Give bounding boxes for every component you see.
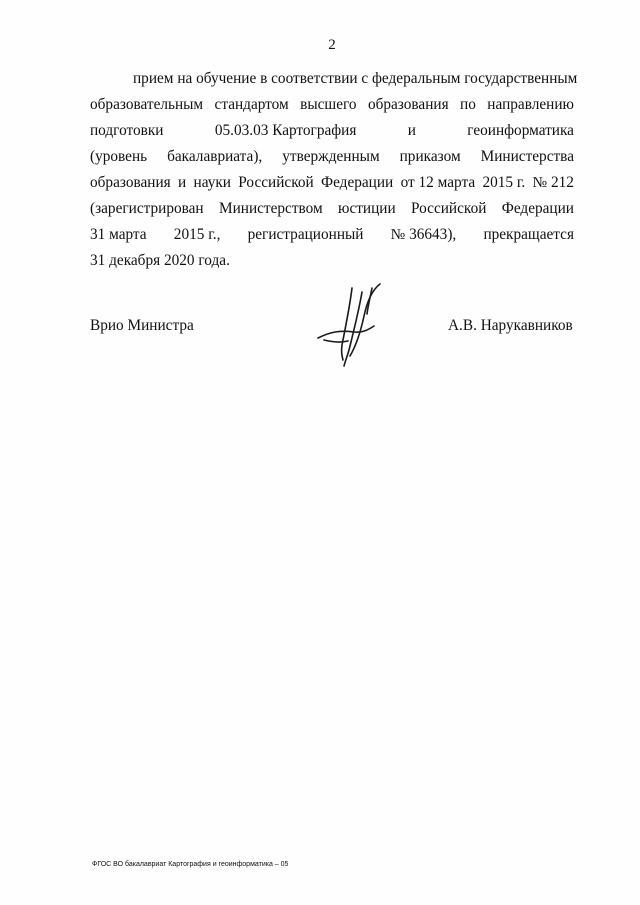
word: юстиции	[338, 200, 396, 217]
word: № 36643),	[390, 226, 457, 243]
word: Министерства	[480, 148, 574, 165]
word: Федерации	[501, 200, 574, 217]
body-line-1: прием на обучение в соответствии с федеральным государственным	[133, 70, 578, 87]
body-line-5	[90, 173, 574, 193]
word: 2015 г.	[482, 174, 526, 191]
word: приказом	[399, 148, 461, 165]
word: 31 марта	[90, 226, 147, 243]
word: от 12 марта	[400, 174, 476, 191]
word: 05.03.03 Картография	[214, 122, 357, 139]
word: Российской	[411, 200, 487, 217]
body-line-4	[90, 147, 574, 167]
word: направлению	[487, 96, 574, 113]
word: образования	[90, 174, 171, 191]
document-footer: ФГОС ВО бакалавриат Картография и геоинформатика – 05	[92, 861, 289, 868]
word: по	[460, 96, 476, 113]
word: образовательным	[90, 96, 204, 113]
word: утвержденным	[282, 148, 380, 165]
word: и	[178, 174, 187, 191]
word: образования	[367, 96, 449, 113]
body-line-2	[90, 95, 574, 115]
body-line-8: 31 декабря 2020 года.	[90, 252, 230, 269]
word: науки	[193, 174, 231, 191]
page-number: 2	[328, 37, 336, 53]
body-line-3	[90, 121, 574, 141]
word: (уровень	[90, 148, 148, 165]
word: (зарегистрирован	[90, 200, 204, 217]
word: бакалавриата),	[167, 148, 263, 165]
word: Министерством	[218, 200, 323, 217]
word: и	[407, 122, 416, 139]
handwritten-signature	[312, 280, 392, 370]
body-line-6	[90, 199, 574, 219]
word: регистрационный	[247, 226, 364, 243]
word: Российской	[238, 174, 314, 191]
word: стандартом	[214, 96, 289, 113]
word: Федерации	[321, 174, 394, 191]
word: 2015 г.,	[173, 226, 221, 243]
word: прекращается	[483, 226, 574, 243]
word: № 212	[532, 174, 574, 191]
word: высшего	[300, 96, 357, 113]
body-line-7	[90, 225, 574, 245]
word: геоинформатика	[467, 122, 574, 139]
word: подготовки	[90, 122, 164, 139]
signatory-title: Врио Министра	[90, 317, 194, 334]
signatory-name: А.В. Нарукавников	[448, 317, 573, 334]
